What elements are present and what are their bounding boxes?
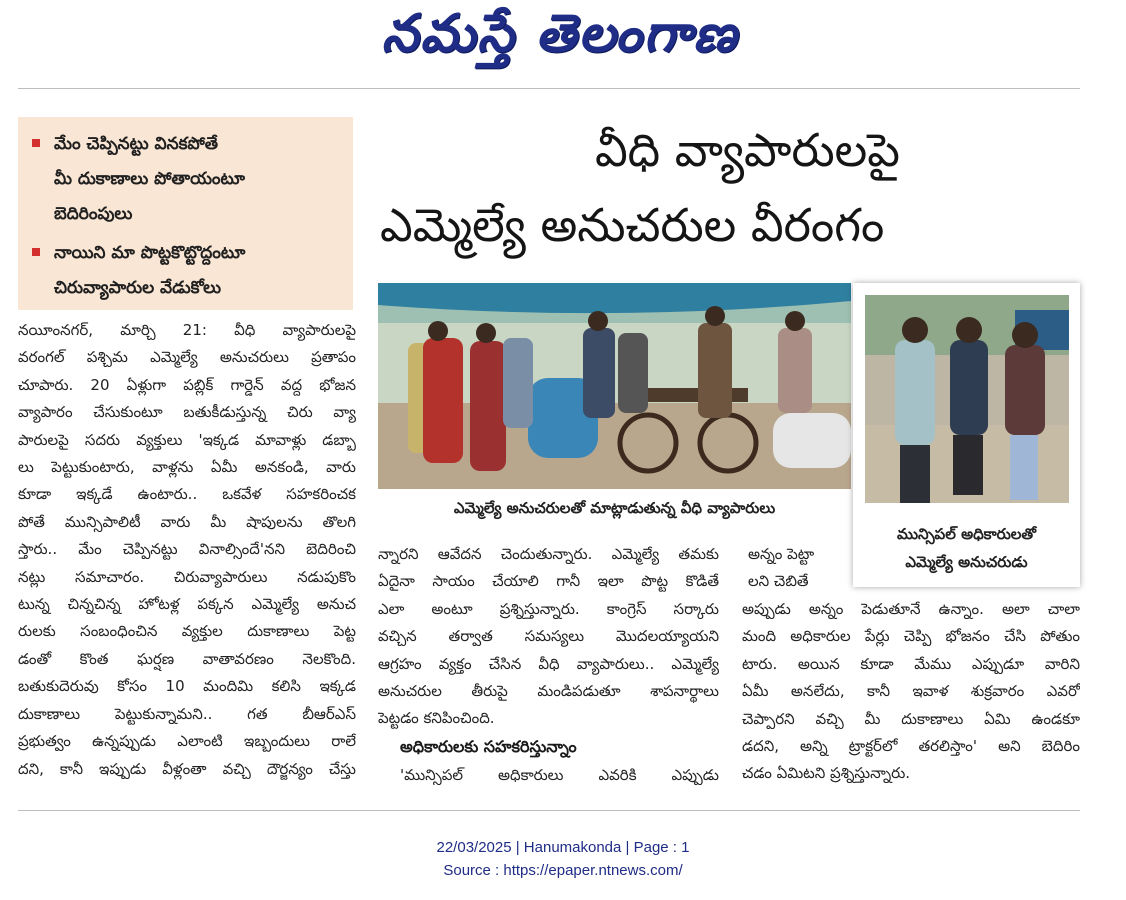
text-line: చెప్పారని వచ్చి మీ దుకాణాలు ఏమి ఉండకూ — [742, 709, 1080, 728]
highlight-line: మేం చెప్పినట్టు వినకపోతే — [54, 134, 218, 154]
text-line: అప్పుడు అన్నం పెడుతూనే ఉన్నాం. అలా చాలా — [742, 600, 1080, 618]
text-line: డదని, అన్ని ట్రాక్టర్‌లో తరలిస్తాం' అని బెదిరిం — [742, 737, 1080, 756]
main-photo-caption: ఎమ్మెల్యే అనుచరులతో మాట్లాడుతున్న వీధి వ్యాపారులు — [453, 499, 776, 517]
text-line: నయీంనగర్, మార్చి 21: వీధి వ్యాపారులపై — [18, 321, 356, 339]
article-column-2-tail — [400, 762, 719, 789]
highlight-line: చిరువ్యాపారుల వేడుకోలు — [54, 278, 222, 298]
headline-line-1: వీధి వ్యాపారులపై — [594, 123, 900, 177]
footer-source-link[interactable]: Source : https://epaper.ntnews.com/ — [443, 862, 683, 879]
text-line: లు పెట్టుకుంటారు, వాళ్లను ఏమీ అనకండి, వారు — [18, 458, 356, 477]
subheading: అధికారులకు సహకరిస్తున్నాం — [400, 737, 577, 756]
article-column-2 — [378, 541, 719, 733]
text-line: లని చెబితే — [748, 572, 809, 591]
highlight-line: బెదిరింపులు — [54, 204, 133, 224]
highlight-line: నాయిని మా పొట్టకొట్టొద్దంటూ — [54, 243, 246, 263]
text-line: వచ్చిన తర్వాత సమస్యలు మొదలయ్యాయని — [378, 627, 719, 646]
headline-line-2: ఎమ్మెల్యే అనుచరుల వీరంగం — [380, 198, 885, 252]
text-line: పోతే మున్సిపాలిటీ వారు మీ షాపులను తొలగి — [18, 512, 356, 531]
text-line: దుకాణాలు పెట్టుకున్నామని.. గత బీఆర్ఎస్ — [18, 704, 356, 723]
masthead-logo — [330, 4, 790, 76]
footer-divider — [18, 810, 1080, 811]
text-line: మంది అధికారుల పేర్లు చెప్పి భోజనం చేసి పోతుం — [742, 627, 1080, 646]
text-line: న్నారని ఆవేదన చెందుతున్నారు. ఎమ్మెల్యే తమకు — [378, 545, 719, 563]
side-caption-line: ఎమ్మెల్యే అనుచరుడు — [905, 553, 1028, 571]
side-caption-line: మున్సిపల్ అధికారులతో — [896, 525, 1037, 543]
masthead-title: నమస్తే తెలంగాణ — [381, 3, 739, 64]
text-line: అన్నం పెట్టా — [748, 545, 815, 563]
text-line: ఏదైనా సాయం చేయాలి గానీ ఇలా పొట్ట కొడితే — [378, 572, 719, 591]
highlight-item — [32, 127, 341, 232]
highlights-box — [18, 117, 353, 310]
text-line: ఆగ్రహం వ్యక్తం చేసిన వీధి వ్యాపారులు.. ఎమ్మెల్యే — [378, 654, 719, 673]
text-line: దని, కానీ ఇప్పుడు వీళ్లంతా వచ్చి దౌర్జన్యం చేస్తు — [18, 759, 356, 778]
side-photo-frame — [853, 283, 1080, 587]
side-photo-caption — [853, 520, 1080, 576]
text-line: ప్రభుత్వం ఉన్నప్పుడు ఎలాంటి ఇబ్బందులు రాలే — [18, 732, 356, 751]
bullet-icon — [32, 139, 40, 147]
text-line: పెట్టడం కనిపించింది. — [378, 709, 495, 728]
article-column-3 — [742, 596, 1080, 788]
text-line: టారు. అయిన కూడా మేము ఎప్పుడూ వారిని — [742, 654, 1080, 673]
highlight-line: మీ దుకాణాలు పోతాయంటూ — [54, 169, 246, 189]
text-line: చూపారు. 20 ఏళ్లుగా పబ్లిక్ గార్డెన్ వద్ద భోజన — [18, 375, 356, 394]
text-line: వరంగల్ పశ్చిమ ఎమ్మెల్యే అనుచరులు ప్రతాపం — [18, 348, 356, 367]
highlight-item — [32, 236, 341, 306]
text-line: ఏమీ అనలేదు, కానీ ఇవాళ శుక్రవారం ఎవరో — [742, 682, 1080, 701]
text-line: స్తారు.. మేం చెప్పినట్టు వినాల్సిందే'నని బెదిరించి — [18, 540, 356, 559]
text-line: అనుచరుల తీరుపై మండిపడుతూ శాపనార్థాలు — [378, 682, 719, 701]
text-line: నట్లు సమాచారం. చిరువ్యాపారులు నడుపుకొం — [18, 567, 356, 586]
text-line: డంతో కొంత ఘర్షణ వాతావరణం నెలకొంది. — [18, 649, 356, 668]
text-line: చడం ఏమిటని ప్రశ్నిస్తున్నారు. — [742, 764, 911, 783]
text-line: బతుకుదెరువు కోసం 10 మందిమి కలిసి ఇక్కడ — [18, 677, 356, 696]
article-column-1 — [18, 317, 356, 783]
text-line: టున్న చిన్నచిన్న హోటళ్ల పక్కన ఎమ్మెల్యే అనుచ — [18, 595, 356, 614]
main-photo — [378, 283, 851, 489]
text-line: పారులపై సదరు వ్యక్తులు 'ఇక్కడ మావాళ్లు డబ్బా — [18, 430, 356, 449]
text-line: కూడా ఇక్కడే ఉంటారు.. ఒకవేళ సహకరించక — [18, 485, 356, 504]
masthead-divider — [18, 88, 1080, 89]
text-line: ఎలా అంటూ ప్రశ్నిస్తున్నారు. కాంగ్రెస్ సర్కారు — [378, 599, 719, 618]
text-line: వ్యాపారం చేసుకుంటూ బతుకీడుస్తున్న చిరు వ్యా — [18, 403, 356, 422]
footer-date-line: 22/03/2025 | Hanumakonda | Page : 1 — [436, 839, 690, 856]
article-column-3-top — [748, 541, 852, 596]
side-photo — [865, 295, 1069, 503]
text-line: 'మున్సిపల్ అధికారులు ఎవరికి ఎప్పుడు — [400, 766, 719, 784]
bullet-icon — [32, 248, 40, 256]
text-line: రులకు సంబంధించిన వ్యక్తుల దుకాణాలు పెట్ట — [18, 622, 356, 641]
